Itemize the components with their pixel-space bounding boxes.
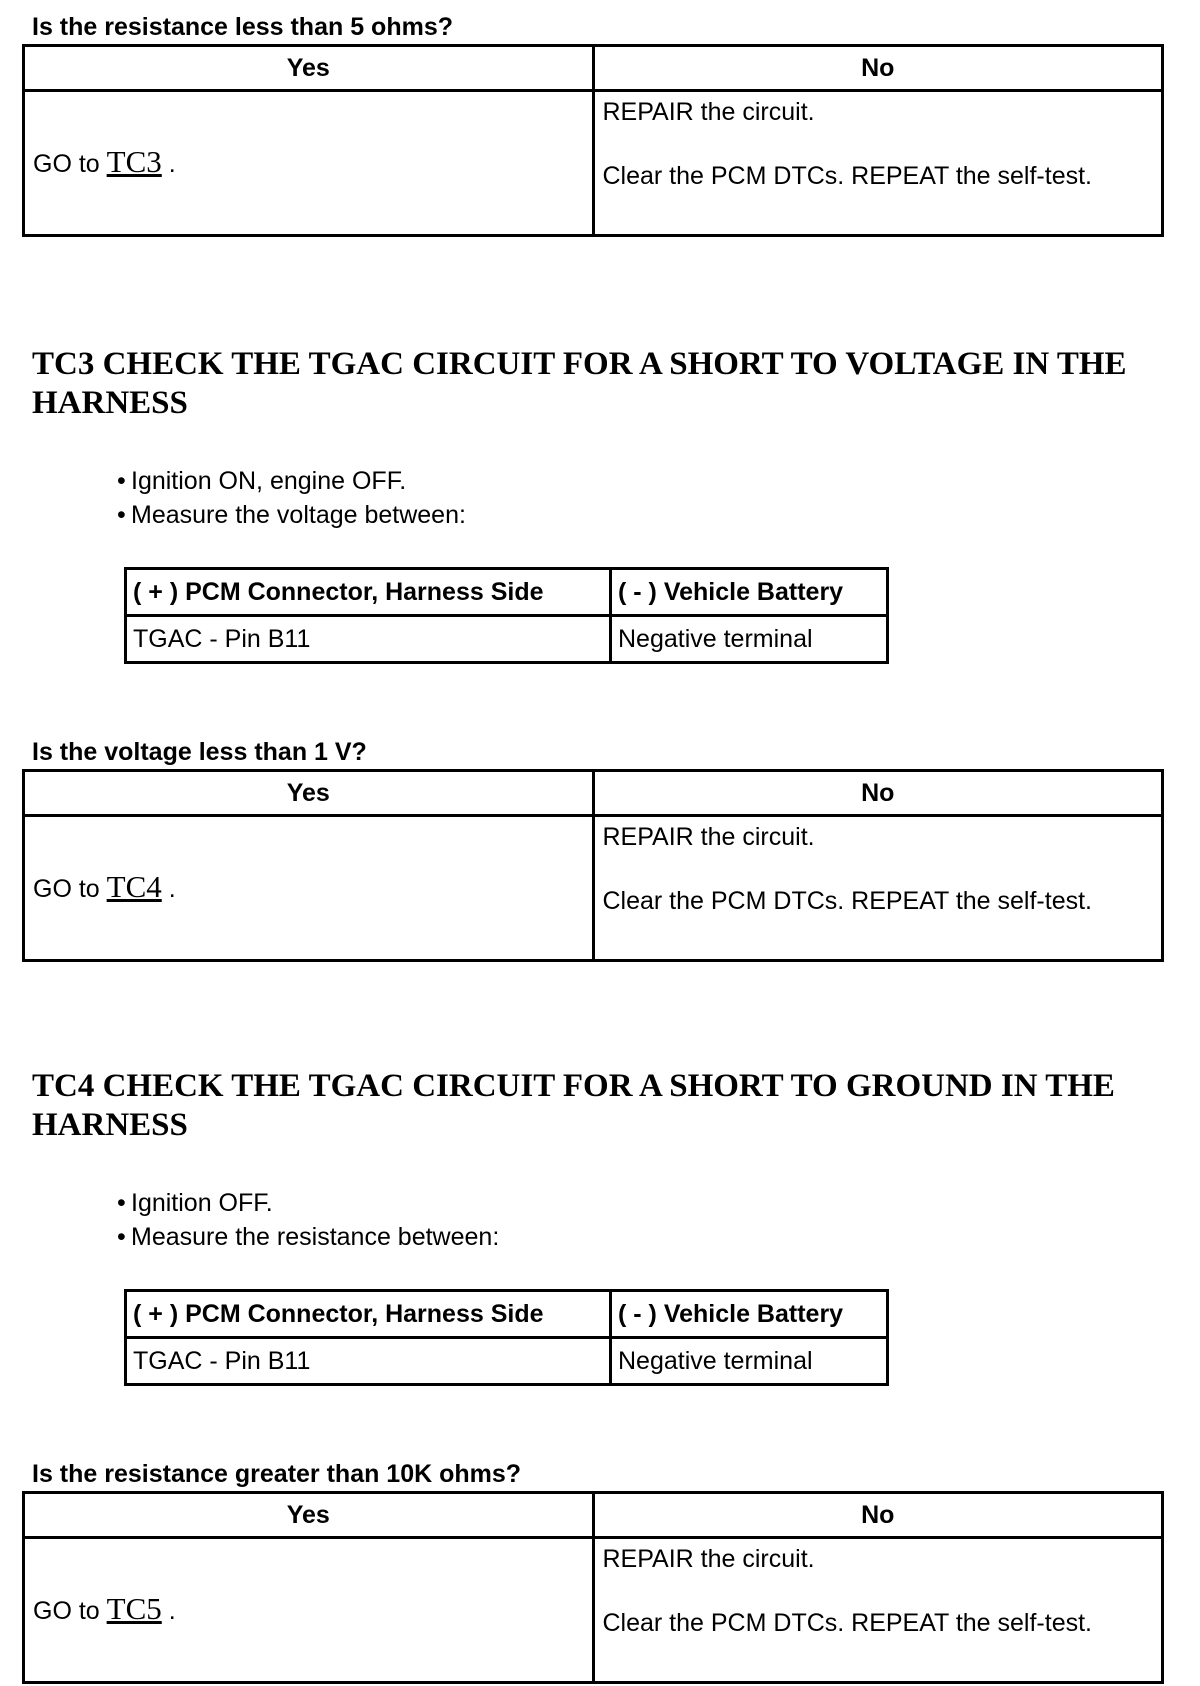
steps-tc4 [115,1186,499,1254]
step-item: • Ignition ON, engine OFF. [115,464,466,498]
cell-pin: TGAC - Pin B11 [126,616,611,663]
no-cell [593,91,1163,236]
yes-header: Yes [24,46,594,91]
yes-no-table-1 [22,44,1164,237]
go-to-text: GO to [33,150,100,178]
no-header: No [593,1493,1163,1538]
period: . [161,875,176,903]
repair-text: REPAIR the circuit. [602,98,815,126]
clear-dtc-text: Clear the PCM DTCs. REPEAT the self-test. [602,162,1092,190]
measurement-table-tc3 [124,567,889,664]
yes-cell [24,91,594,236]
yes-no-table-3 [22,1491,1164,1684]
yes-no-table-2 [22,769,1164,962]
go-to-text: GO to [33,1597,100,1625]
col-header-pcm: ( + ) PCM Connector, Harness Side [126,569,611,616]
steps-tc3 [115,464,466,532]
clear-dtc-text: Clear the PCM DTCs. REPEAT the self-test. [602,1609,1092,1637]
col-header-battery: ( - ) Vehicle Battery [611,569,888,616]
question-voltage-less-1v: Is the voltage less than 1 V? [32,738,367,766]
yes-header: Yes [24,771,594,816]
cell-terminal: Negative terminal [611,1338,888,1385]
no-header: No [593,771,1163,816]
question-resistance-less-5: Is the resistance less than 5 ohms? [32,13,453,41]
heading-tc4: TC4 CHECK THE TGAC CIRCUIT FOR A SHORT TO GROUND IN THE HARNESS [32,1068,1115,1143]
go-to-text: GO to [33,875,100,903]
yes-cell [24,1538,594,1683]
step-item: • Measure the resistance between: [115,1220,499,1254]
heading-tc3: TC3 CHECK THE TGAC CIRCUIT FOR A SHORT TO VOLTAGE IN THE HARNESS [32,346,1127,421]
yes-header: Yes [24,1493,594,1538]
no-header: No [593,46,1163,91]
no-cell [593,1538,1163,1683]
repair-text: REPAIR the circuit. [602,1545,815,1573]
measurement-table-tc4 [124,1289,889,1386]
link-tc4[interactable]: TC4 [106,869,162,904]
yes-cell [24,816,594,961]
col-header-battery: ( - ) Vehicle Battery [611,1291,888,1338]
step-item: • Ignition OFF. [115,1186,499,1220]
period: . [161,1597,176,1625]
period: . [161,150,176,178]
col-header-pcm: ( + ) PCM Connector, Harness Side [126,1291,611,1338]
link-tc5[interactable]: TC5 [106,1591,162,1626]
question-resistance-greater-10k: Is the resistance greater than 10K ohms? [32,1460,522,1488]
link-tc3[interactable]: TC3 [106,144,162,179]
no-cell [593,816,1163,961]
cell-pin: TGAC - Pin B11 [126,1338,611,1385]
repair-text: REPAIR the circuit. [602,823,815,851]
clear-dtc-text: Clear the PCM DTCs. REPEAT the self-test. [602,887,1092,915]
cell-terminal: Negative terminal [611,616,888,663]
step-item: • Measure the voltage between: [115,498,466,532]
